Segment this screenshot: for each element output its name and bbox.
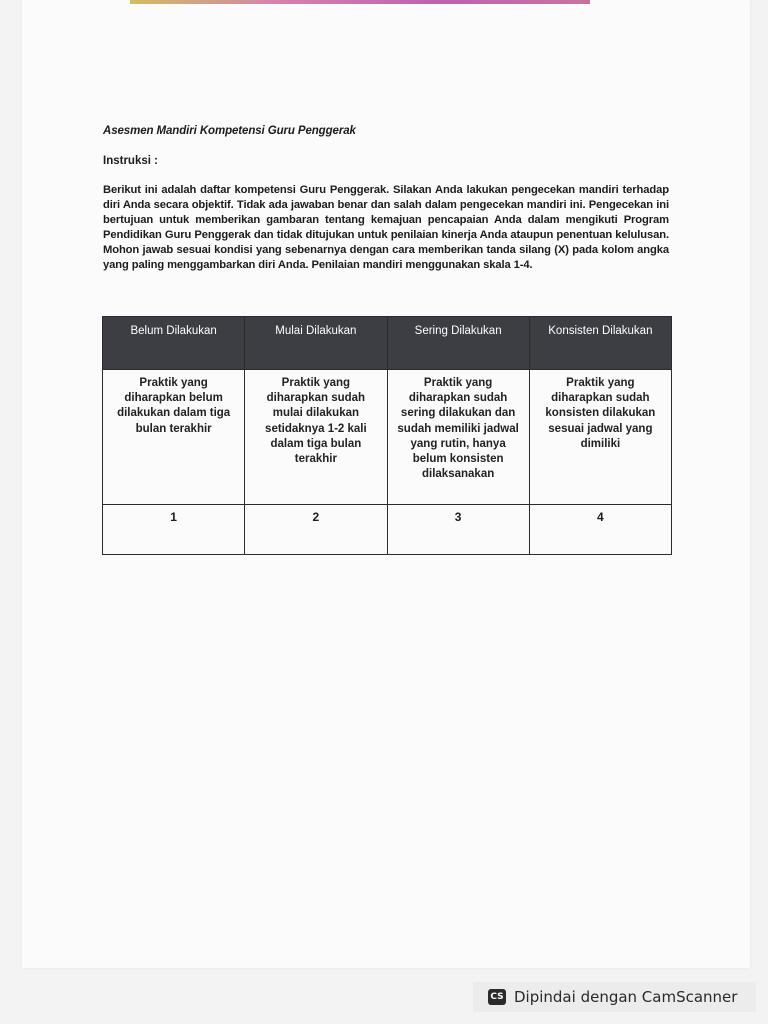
header-konsisten-dilakukan: Konsisten Dilakukan bbox=[529, 317, 671, 370]
instruction-heading: Instruksi : bbox=[103, 155, 158, 167]
score-4: 4 bbox=[529, 505, 671, 555]
description-mulai: Praktik yang diharapkan sudah mulai dilakukan setidaknya 1-2 kali dalam tiga bulan terakhir bbox=[245, 370, 387, 505]
score-3: 3 bbox=[387, 505, 529, 555]
description-konsisten: Praktik yang diharapkan sudah konsisten dilakukan sesuai jadwal yang dimiliki bbox=[529, 370, 671, 505]
top-color-strip bbox=[130, 0, 590, 4]
description-sering: Praktik yang diharapkan sudah sering dilakukan dan sudah memiliki jadwal yang rutin, hanya belum konsisten dilaksanakan bbox=[387, 370, 529, 505]
header-row bbox=[103, 317, 672, 370]
document-title: Asesmen Mandiri Kompetensi Guru Penggerak bbox=[103, 125, 356, 137]
instruction-paragraph bbox=[103, 183, 669, 274]
camscanner-logo-icon: CS bbox=[488, 989, 506, 1005]
description-row bbox=[103, 370, 672, 505]
instruction-text-part2: ditujukan untuk penilaian kinerja Anda ataupun penentuan kelulusan. Mohon jawab sesuai kondisi yang sebenarnya dengan cara memberikan tanda silang (X) pada kolom angka yang paling menggambarkan diri Anda. Penilaian mandiri menggunakan skala 1-4. bbox=[103, 229, 669, 272]
header-belum-dilakukan: Belum Dilakukan bbox=[103, 317, 245, 370]
instruction-text-part1: Berikut ini adalah daftar kompetensi Guru Penggerak. Silakan Anda lakukan pengecekan mandiri terhadap diri Anda secara objektif. Tidak ada jawaban benar dan salah dalam pengecekan mandiri ini. Pengecekan ini bertujuan untuk memberikan gambaran tentang kemajuan pencapaian Anda dalam mengikuti Program Pendidikan Guru Penggerak dan bbox=[103, 184, 669, 242]
header-sering-dilakukan: Sering Dilakukan bbox=[387, 317, 529, 370]
header-mulai-dilakukan: Mulai Dilakukan bbox=[245, 317, 387, 370]
instruction-emphasis: tidak bbox=[276, 229, 303, 242]
score-2: 2 bbox=[245, 505, 387, 555]
score-row bbox=[103, 505, 672, 555]
rating-scale-table bbox=[102, 316, 672, 555]
camscanner-watermark bbox=[473, 982, 756, 1012]
camscanner-label: Dipindai dengan CamScanner bbox=[514, 988, 738, 1006]
score-1: 1 bbox=[103, 505, 245, 555]
description-belum: Praktik yang diharapkan belum dilakukan dalam tiga bulan terakhir bbox=[103, 370, 245, 505]
